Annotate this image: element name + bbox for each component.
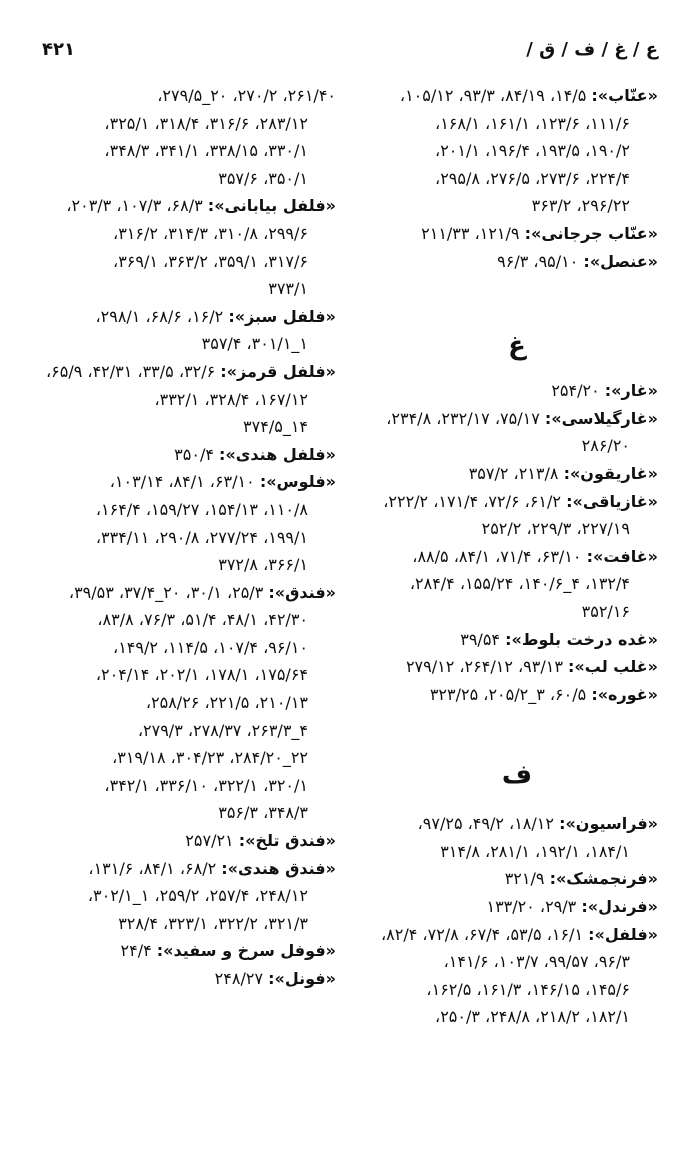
entry-line (40, 303, 336, 331)
entry-line (40, 717, 336, 745)
entry-term: «فرندل»: (581, 897, 658, 917)
entry-line (376, 543, 658, 571)
entry-references: ۱۳۲/۴، ۴_۱۴۰/۶، ۱۵۵/۲۴، ۲۸۴/۴، (409, 574, 630, 594)
entry-line (40, 524, 336, 552)
entry-line (376, 460, 658, 488)
entry-line (376, 165, 658, 193)
index-entry (376, 681, 658, 709)
entry-references: ۱۹۰/۲، ۱۹۳/۵، ۱۹۶/۴، ۲۰۱/۱، (435, 141, 630, 161)
entry-references: ۲۲_۲۸۴/۲۰، ۳۰۴/۲۳، ۳۱۹/۱۸، (112, 748, 308, 768)
entry-references: ۳۵۰/۴ (174, 444, 214, 464)
entry-references: ۱۴/۵، ۸۴/۱۹، ۹۳/۳، ۱۰۵/۱۲، (399, 86, 587, 105)
entry-line (376, 948, 658, 976)
ayn-entries (376, 82, 658, 275)
index-entry (376, 865, 658, 893)
entry-references: ۳۲۱/۳، ۳۲۲/۲، ۳۲۳/۱، ۳۲۸/۴ (118, 913, 308, 933)
entry-references: ۳۲/۶، ۳۳/۵، ۴۲/۳۱، ۶۵/۹، (45, 361, 216, 381)
entry-line (376, 626, 658, 654)
entry-references: ۳۲۰/۱، ۳۲۲/۱، ۳۳۶/۱۰، ۳۴۲/۱، (104, 775, 308, 795)
index-entry (40, 358, 336, 441)
entry-references: ۲۵۷/۲۱ (185, 831, 234, 851)
entry-line (40, 910, 336, 938)
section-spacer (376, 792, 658, 810)
entry-references: ۹۶/۳، ۹۹/۵۷، ۱۰۳/۷، ۱۴۱/۶، (443, 952, 630, 972)
entry-references: ۳۲۱/۹ (504, 869, 545, 889)
entry-line (40, 634, 336, 662)
entry-line (40, 799, 336, 827)
entry-references: ۱۷۵/۶۴، ۱۷۸/۱، ۲۰۲/۱، ۲۰۴/۱۴، (95, 665, 308, 685)
entry-line (376, 570, 658, 598)
entry-references: ۲۱۰/۱۳، ۲۲۱/۵، ۲۵۸/۲۶، (145, 693, 308, 713)
entry-references: ۳۹/۵۴ (460, 629, 500, 649)
entry-term: «غار»: (604, 381, 658, 401)
index-entry (376, 460, 658, 488)
entry-line (40, 248, 336, 276)
entry-term: «فلفل بیابانی»: (207, 196, 336, 216)
entry-line (40, 965, 336, 993)
entry-line (376, 110, 658, 138)
section-spacer (376, 275, 658, 329)
index-entry (376, 893, 658, 921)
entry-line (376, 488, 658, 516)
entry-line (40, 744, 336, 772)
entry-line (40, 855, 336, 883)
index-entry (40, 855, 336, 938)
entry-references: ۱۸۴/۱، ۱۹۲/۱، ۲۸۱/۱، ۳۱۴/۸ (440, 841, 630, 861)
entry-line: ۲۸۳/۱۲، ۳۱۶/۶، ۳۱۸/۴، ۳۲۵/۱، (104, 113, 308, 133)
entry-line (40, 386, 336, 414)
entry-references: ۶۸/۲، ۸۴/۱، ۱۳۱/۶، (88, 858, 217, 878)
entry-line (40, 827, 336, 855)
entry-line (376, 865, 658, 893)
entry-line (40, 413, 336, 441)
entry-references: ۲۲۷/۱۹، ۲۲۹/۳، ۲۵۲/۲ (481, 519, 630, 539)
entry-references: ۲۴۸/۲۷ (214, 969, 264, 988)
entry-line (376, 82, 658, 110)
entry-references: ۱۹۹/۱، ۲۷۷/۲۴، ۲۹۰/۸، ۳۳۴/۱۱، (95, 527, 308, 547)
entry-references: ۲۹۹/۶، ۳۱۰/۸، ۳۱۴/۳، ۳۱۶/۲، (113, 223, 308, 243)
entry-line (40, 358, 336, 386)
section-spacer (376, 363, 658, 377)
entry-references: ۲۹/۳، ۱۳۳/۲۰ (486, 897, 577, 917)
entry-references: ۱۶/۱، ۵۳/۵، ۶۷/۴، ۷۲/۸، ۸۲/۴، (381, 924, 584, 944)
entry-references: ۴۲/۳۰، ۴۸/۱، ۵۱/۴، ۷۶/۳، ۸۳/۸، (97, 610, 308, 630)
fulful-continuation (40, 82, 336, 192)
ghayn-entries (376, 377, 658, 708)
entry-references: ۲۴۸/۱۲، ۲۵۷/۴، ۲۵۹/۲، ۱_۳۰۲/۱، (87, 886, 308, 906)
left-entries (40, 192, 336, 992)
entry-line (40, 496, 336, 524)
index-entry (40, 192, 336, 302)
index-entry (376, 377, 658, 405)
entry-references: ۲۸۶/۲۰ (581, 436, 630, 456)
entry-line: ۳۳۰/۱، ۳۳۸/۱۵، ۳۴۱/۱، ۳۴۸/۳، (104, 141, 308, 161)
entry-references: ۱_۳۰۱/۱، ۳۵۷/۴ (201, 334, 308, 354)
entry-term: «فلفل سبز»: (228, 306, 336, 326)
entry-line (40, 551, 336, 579)
entry-line (376, 405, 658, 433)
entry-term: «غوره»: (591, 684, 658, 704)
entry-term: «فندق»: (268, 582, 336, 602)
entry-references: ۱۲۱/۹، ۲۱۱/۳۳ (421, 223, 520, 243)
index-column-left (40, 82, 336, 993)
entry-references: ۲۵۴/۲۰ (551, 381, 600, 401)
entry-references: ۳۱۷/۶، ۳۵۹/۱، ۳۶۳/۲، ۳۶۹/۱، (113, 251, 308, 271)
entry-references: ۳۴۸/۳، ۳۵۶/۳ (218, 803, 308, 823)
entry-line (376, 377, 658, 405)
entry-line (40, 468, 336, 496)
entry-term: «فندق تلخ»: (238, 831, 336, 851)
index-entry (376, 653, 658, 681)
entry-term: «عنصل»: (583, 251, 658, 271)
index-column-right (376, 82, 658, 1031)
entry-line (376, 653, 658, 681)
entry-term: «غافت»: (586, 546, 658, 566)
entry-term: «غاریقون»: (563, 463, 658, 483)
running-head: ع / غ / ف / ق / (526, 38, 658, 60)
entry-line (40, 192, 336, 220)
index-entry (376, 82, 658, 220)
entry-line (376, 515, 658, 543)
entry-references: ۶۳/۱۰، ۸۴/۱، ۱۰۳/۱۴، (109, 472, 255, 492)
page-number: ۴۲۱ (42, 38, 75, 60)
entry-references: ۷۵/۱۷، ۲۳۲/۱۷، ۲۳۴/۸، (386, 408, 540, 428)
entry-term: «فوفل سرخ و سفید»: (156, 941, 336, 961)
entry-line: ۳۵۰/۱، ۳۵۷/۶ (218, 168, 308, 188)
entry-references: ۹۳/۱۳، ۲۶۴/۱۲، ۲۷۹/۱۲ (405, 657, 563, 677)
entry-line (40, 661, 336, 689)
section-spacer (376, 708, 658, 758)
index-entry (40, 965, 336, 993)
entry-line (40, 689, 336, 717)
letter-heading-fa: ف (501, 760, 533, 791)
entry-term: «فندق هندی»: (221, 858, 336, 878)
entry-references: ۶۸/۳، ۱۰۷/۳، ۲۰۳/۳، (66, 196, 203, 216)
entry-references: ۲۹۶/۲۲، ۳۶۳/۲ (531, 196, 630, 216)
entry-references: ۶۱/۲، ۷۲/۶، ۱۷۱/۴، ۲۲۲/۲، (383, 491, 561, 511)
index-entry (376, 488, 658, 543)
index-entry (40, 303, 336, 358)
index-entry (40, 468, 336, 578)
entry-references: ۲۵/۳، ۳۰/۱، ۲۰_۳۷/۴، ۳۹/۵۳، (68, 582, 264, 602)
entry-term: «غازیاقی»: (566, 491, 658, 511)
entry-line (40, 579, 336, 607)
entry-line (376, 976, 658, 1004)
entry-term: «فلفل هندی»: (219, 444, 336, 464)
entry-term: «غلب لب»: (568, 657, 658, 677)
entry-term: «غارگیلاسی»: (544, 408, 658, 428)
entry-term: «فونل»: (268, 969, 336, 988)
entry-line (40, 606, 336, 634)
entry-references: ۳۵۲/۱۶ (581, 601, 630, 621)
index-entry (376, 248, 658, 276)
fa-entries (376, 810, 658, 1031)
entry-references: ۱۶/۲، ۶۸/۶، ۲۹۸/۱، (95, 306, 224, 326)
entry-line (40, 275, 336, 303)
entry-references: ۲۲۴/۴، ۲۷۳/۶، ۲۷۶/۵، ۲۹۵/۸، (435, 168, 630, 188)
entry-line (40, 441, 336, 469)
entry-line (376, 432, 658, 460)
entry-references: ۱۶۷/۱۲، ۳۲۸/۴، ۳۳۲/۱، (154, 389, 308, 409)
entry-references: ۱۸۲/۱، ۲۱۸/۲، ۲۴۸/۸، ۲۵۰/۳، (435, 1007, 630, 1027)
entry-references: ۲۴/۴ (120, 941, 152, 961)
index-entry (376, 810, 658, 865)
entry-term: «غده درخت بلوط»: (505, 629, 658, 649)
entry-line (40, 937, 336, 965)
entry-line (376, 192, 658, 220)
page-header (42, 34, 658, 64)
letter-heading-ghayn: غ (508, 331, 526, 362)
entry-references: ۱۱۰/۸، ۱۵۴/۱۳، ۱۵۹/۲۷، ۱۶۴/۴، (95, 499, 308, 519)
entry-references: ۱۸/۱۲، ۴۹/۲، ۹۷/۲۵، (417, 814, 554, 834)
entry-term: «فلفل»: (588, 924, 658, 944)
entry-references: ۱۴۵/۶، ۱۴۶/۱۵، ۱۶۱/۳، ۱۶۲/۵، (426, 979, 630, 999)
entry-line (40, 882, 336, 910)
entry-references: ۱۱۱/۶، ۱۲۳/۶، ۱۶۱/۱، ۱۶۸/۱، (435, 113, 630, 133)
entry-references: ۳۷۳/۱ (268, 279, 308, 299)
entry-references: ۴_۲۶۳/۳، ۲۷۸/۳۷، ۲۷۹/۳، (137, 720, 308, 740)
entry-references: ۶۰/۵، ۳_۲۰۵/۲، ۳۲۳/۲۵ (429, 684, 587, 704)
entry-references: ۳۶۶/۱، ۳۷۲/۸ (218, 555, 308, 575)
entry-line (40, 772, 336, 800)
entry-references: ۶۳/۱۰، ۷۱/۴، ۸۴/۱، ۸۸/۵، (412, 546, 582, 566)
index-entry (376, 543, 658, 626)
entry-line (376, 248, 658, 276)
index-entry (40, 579, 336, 827)
entry-line (40, 220, 336, 248)
index-entry (40, 937, 336, 965)
entry-term: «عنّاب»: (591, 86, 658, 105)
entry-term: «فلوس»: (259, 472, 336, 492)
entry-line (376, 921, 658, 949)
entry-line (40, 330, 336, 358)
index-entry (376, 220, 658, 248)
entry-references: ۲۱۳/۸، ۳۵۷/۲ (468, 463, 559, 483)
entry-term: «فلفل قرمز»: (220, 361, 336, 381)
entry-references: ۱۴_۳۷۴/۵ (243, 417, 308, 437)
entry-term: «فراسیون»: (559, 814, 658, 834)
entry-line (376, 137, 658, 165)
index-entry (40, 827, 336, 855)
index-entry (376, 405, 658, 460)
entry-references: ۹۶/۱۰، ۱۰۷/۴، ۱۱۴/۵، ۱۴۹/۲، (113, 637, 308, 657)
entry-line: ۲۶۱/۴۰، ۲۷۰/۲، ۲۰_۲۷۹/۵، (157, 86, 336, 105)
entry-line (376, 810, 658, 838)
entry-term: «عنّاب جرجانی»: (524, 223, 658, 243)
entry-term: «فرنجمشک»: (549, 869, 658, 889)
entry-line (376, 838, 658, 866)
index-entry (376, 921, 658, 1031)
entry-references: ۹۵/۱۰، ۹۶/۳ (497, 251, 579, 271)
entry-line (376, 1003, 658, 1031)
index-entry (40, 441, 336, 469)
entry-line (376, 893, 658, 921)
entry-line (376, 681, 658, 709)
index-entry (376, 626, 658, 654)
entry-line (376, 220, 658, 248)
entry-line (376, 598, 658, 626)
